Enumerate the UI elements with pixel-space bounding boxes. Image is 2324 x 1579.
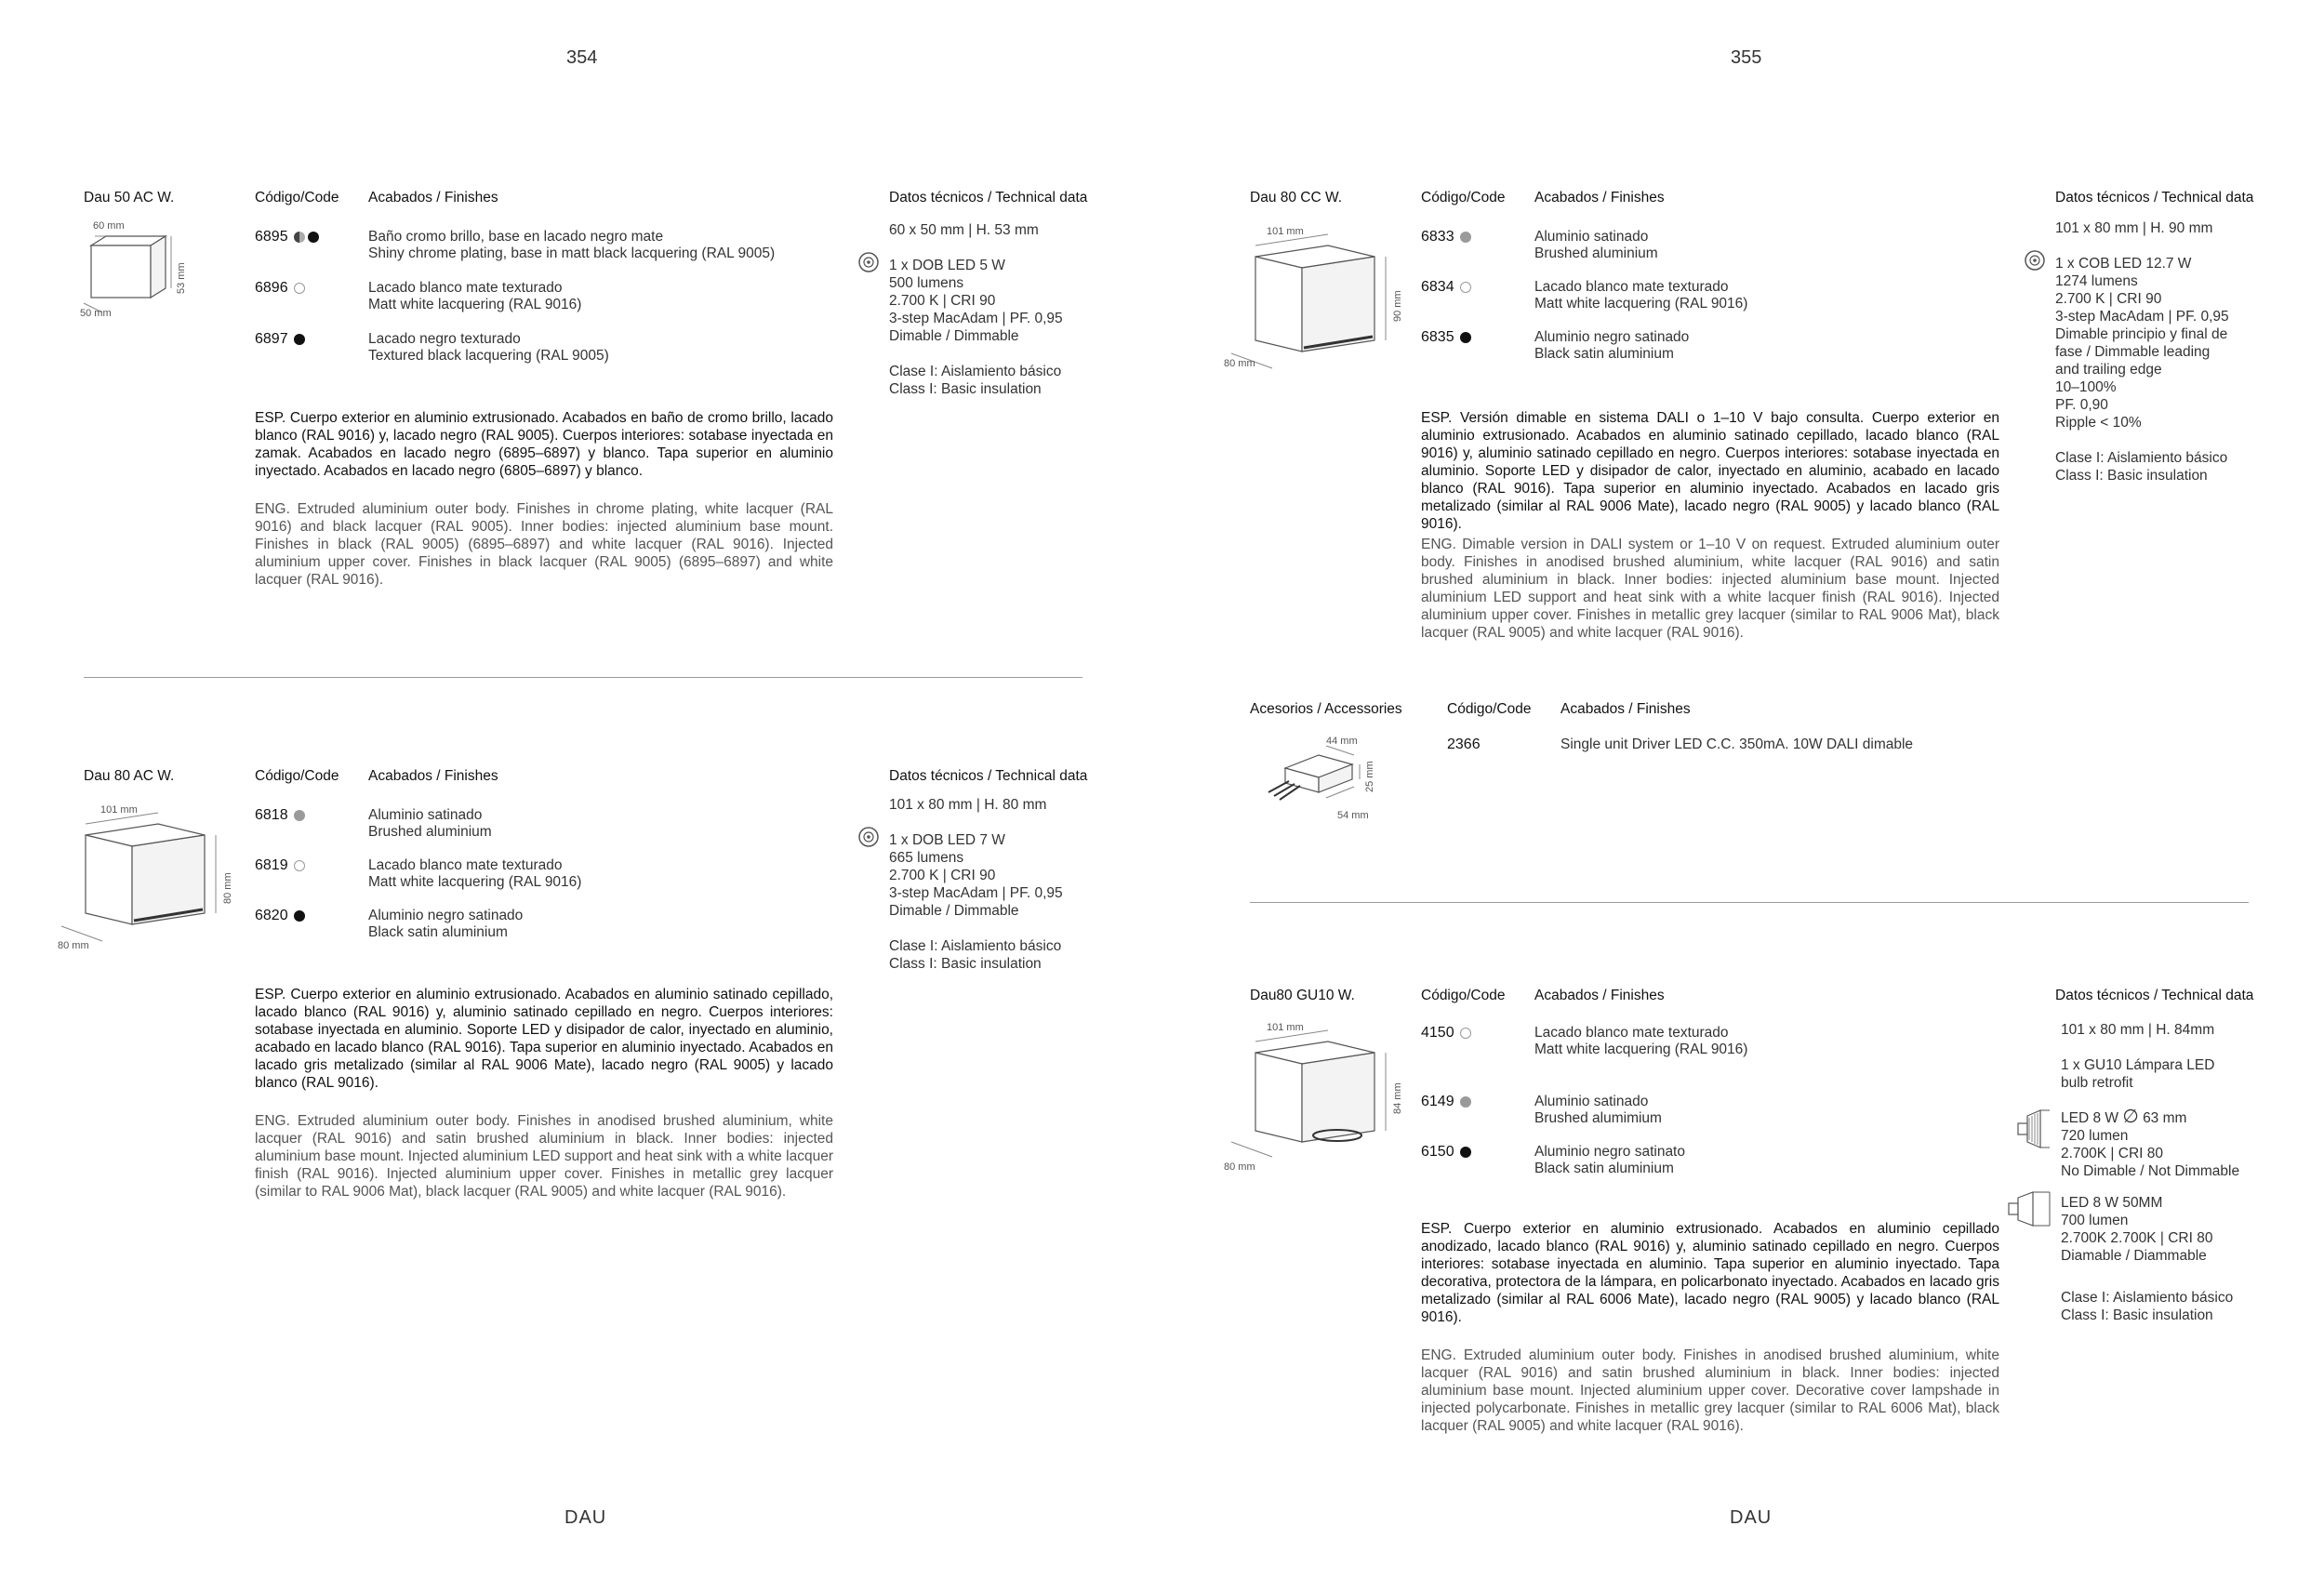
finishes-header: Acabados / Finishes xyxy=(1534,190,1665,206)
grey-swatch xyxy=(1460,1096,1471,1108)
tech-line: 2.700K 2.700K | CRI 80 xyxy=(2061,1230,2213,1246)
dau80gu10-tech-dims: 101 x 80 mm | H. 84mm xyxy=(2061,1022,2215,1038)
dau80ac-drawing xyxy=(56,802,242,960)
variant-row xyxy=(255,280,305,297)
tech-line: 101 x 80 mm | H. 90 mm xyxy=(2055,220,2213,236)
dau80gu10-dim-d: 80 mm xyxy=(1224,1161,1255,1173)
tech-line: Clase I: Aislamiento básico xyxy=(2055,450,2228,466)
variant-code: 6835 xyxy=(1421,329,1454,345)
finish-en: Brushed aluminium xyxy=(368,824,492,840)
black-swatch xyxy=(308,232,319,243)
led1-diameter: 63 mm xyxy=(2143,1110,2187,1126)
black-swatch xyxy=(1460,332,1471,343)
variant-finish xyxy=(368,807,492,841)
accessory-description: Single unit Driver LED C.C. 350mA. 10W DALI dimable xyxy=(1560,736,1914,752)
tech-line: 720 lumen xyxy=(2061,1128,2129,1144)
led-chip-icon xyxy=(857,251,880,273)
finish-en: Matt white lacquering (RAL 9016) xyxy=(1534,1042,1748,1057)
footer-left: DAU xyxy=(564,1507,607,1528)
finish-es: Aluminio satinado xyxy=(368,807,483,823)
variant-finish xyxy=(368,331,609,365)
tech-header: Datos técnicos / Technical data xyxy=(889,190,1088,206)
code-header: Código/Code xyxy=(255,190,339,206)
finish-es: Aluminio negro satinado xyxy=(1534,329,1690,345)
tech-line: PF. 0,90 xyxy=(2055,397,2108,413)
variant-row xyxy=(1421,1025,1471,1042)
chrome-swatch xyxy=(294,232,305,243)
tech-line: and trailing edge xyxy=(2055,362,2162,378)
finish-es: Lacado blanco mate texturado xyxy=(368,280,563,296)
variant-code: 6895 xyxy=(255,229,288,245)
white-swatch xyxy=(294,860,305,871)
driver-drawing xyxy=(1261,731,1391,824)
finish-en: Black satin aluminium xyxy=(1534,346,1674,362)
white-swatch xyxy=(1460,282,1471,293)
finish-es: Aluminio negro satinato xyxy=(1534,1144,1685,1160)
finish-en: Shiny chrome plating, base in matt black lacquering (RAL 9005) xyxy=(368,245,776,261)
tech-line: Clase I: Aislamiento básico xyxy=(889,364,1062,379)
dau80ac-dim-w: 101 mm xyxy=(100,804,138,816)
variant-finish xyxy=(1534,1025,1747,1058)
variant-code: 6820 xyxy=(255,908,288,923)
tech-line: LED 8 W 50MM xyxy=(2061,1195,2163,1211)
variant-finish xyxy=(368,857,581,891)
dau80cc-description-eng: ENG. Dimable version in DALI system or 1–10 V on request. Extruded aluminium outer body. Finishes in anodised brushed aluminium, white lacquer (RAL 9016) and satin brushed aluminium in black. Inner bodies: injected aluminium base mount. Injected aluminium LED support and heat sink with a white lacquer finish (RAL 9016). Injected aluminium upper cover. Finishes in metallic grey lacquer (similar to RAL 9006 Mat), black lacquer (RAL 9005) and white lacquer (RAL 9016). xyxy=(1421,537,1999,641)
tech-line: 101 x 80 mm | H. 80 mm xyxy=(889,797,1047,813)
tech-line: Dimable principio y final de xyxy=(2055,326,2228,342)
tech-header: Datos técnicos / Technical data xyxy=(889,768,1088,784)
dau50-description-esp: ESP. Cuerpo exterior en aluminio extrusionado. Acabados en baño de cromo brillo, lacado blanco (RAL 9016) y, lacado negro (RAL 9005). Cuerpos interiores: sotabase inyectada en zamak. Acabados en lacado negro (6895–6897) y blanco. Tapa superior en aluminio inyectado. Acabados en lacado negro (6805–6897) y blanco. xyxy=(255,410,833,479)
accessories-header: Acesorios / Accessories xyxy=(1250,701,1402,717)
dau80ac-dim-h: 80 mm xyxy=(222,872,233,904)
finish-en: Matt white lacquering (RAL 9016) xyxy=(1534,296,1748,312)
black-swatch xyxy=(1460,1147,1471,1158)
product-name-dau80cc: Dau 80 CC W. xyxy=(1250,190,1343,206)
dau80cc-tech xyxy=(2055,219,2229,484)
tech-line: 1 x DOB LED 7 W xyxy=(889,832,1005,848)
black-swatch xyxy=(294,334,305,345)
tech-line: Class I: Basic insulation xyxy=(889,381,1042,397)
finish-en: Brushed alumimium xyxy=(1534,1110,1662,1126)
tech-line: bulb retrofit xyxy=(2061,1075,2133,1091)
finish-es: Aluminio satinado xyxy=(1534,229,1649,245)
white-swatch xyxy=(294,283,305,294)
tech-line: Dimable / Dimmable xyxy=(889,903,1019,919)
mr16-lamp-icon xyxy=(2005,1190,2053,1227)
variant-code: 6897 xyxy=(255,331,288,347)
dau80cc-description-esp: ESP. Versión dimable en sistema DALI o 1–10 V bajo consulta. Cuerpo exterior en aluminio extrusionado. Acabados en aluminio satinado cepillado, lacado blanco (RAL 9016) y, aluminio satinado cepillado en negro. Cuerpos interiores: sotabase inyectada en aluminio. Soporte LED y disipador de calor, inyectado en aluminio, acabado en lacado blanco (RAL 9016). Tapa superior en aluminio inyectado. Acabados en lacado gris metalizado (similar al RAL 9006 Mate), lacado negro (RAL 9005) y lacado blanco (RAL 9016). xyxy=(1421,410,1999,532)
dau80ac-dim-d: 80 mm xyxy=(58,940,89,951)
page-number-left: 354 xyxy=(566,47,598,68)
variant-finish xyxy=(1534,229,1658,262)
driver-dim-d: 54 mm xyxy=(1337,810,1369,821)
dau80gu10-dim-h: 84 mm xyxy=(1392,1082,1403,1114)
dau80gu10-drawing xyxy=(1218,1019,1414,1177)
variant-code: 6149 xyxy=(1421,1094,1454,1109)
variant-row xyxy=(255,331,305,348)
dau50-dim-d: 50 mm xyxy=(80,308,112,319)
variant-code: 6150 xyxy=(1421,1144,1454,1160)
finish-es: Lacado blanco mate texturado xyxy=(368,857,563,873)
variant-code: 4150 xyxy=(1421,1025,1454,1041)
code-header: Código/Code xyxy=(255,768,339,784)
page-number-right: 355 xyxy=(1731,47,1762,68)
dau80cc-dim-d: 80 mm xyxy=(1224,358,1255,369)
variant-finish xyxy=(1534,1094,1662,1127)
product-name-dau50: Dau 50 AC W. xyxy=(84,190,175,206)
product-name-dau80gu10: Dau80 GU10 W. xyxy=(1250,988,1355,1003)
dau80gu10-dim-w: 101 mm xyxy=(1267,1022,1304,1033)
tech-line: Ripple < 10% xyxy=(2055,415,2142,431)
accessory-code: 2366 xyxy=(1447,736,1481,752)
finishes-header: Acabados / Finishes xyxy=(1534,988,1665,1003)
variant-code: 6834 xyxy=(1421,279,1454,295)
code-header: Código/Code xyxy=(1421,190,1506,206)
tech-line: 700 lumen xyxy=(2061,1213,2129,1228)
grey-swatch xyxy=(1460,232,1471,243)
tech-line: 60 x 50 mm | H. 53 mm xyxy=(889,222,1039,238)
variant-code: 6896 xyxy=(255,280,288,296)
grey-swatch xyxy=(294,810,305,821)
tech-line: fase / Dimmable leading xyxy=(2055,344,2211,360)
driver-dim-w: 44 mm xyxy=(1326,736,1358,747)
tech-header: Datos técnicos / Technical data xyxy=(2055,988,2254,1003)
tech-line: Class I: Basic insulation xyxy=(889,956,1042,972)
dau80gu10-tech-led2 xyxy=(2061,1194,2212,1265)
led1-title: LED 8 W xyxy=(2061,1110,2119,1126)
white-swatch xyxy=(1460,1028,1471,1039)
tech-line: Clase I: Aislamiento básico xyxy=(2061,1290,2234,1306)
tech-line: 3-step MacAdam | PF. 0,95 xyxy=(889,311,1063,326)
section-divider xyxy=(84,677,1082,678)
variant-row xyxy=(255,908,305,924)
variant-finish xyxy=(368,229,775,262)
variant-finish xyxy=(368,908,523,941)
finish-en: Brushed aluminium xyxy=(1534,245,1658,261)
tech-line: 2.700 K | CRI 90 xyxy=(2055,291,2162,307)
variant-finish xyxy=(1534,1144,1685,1177)
tech-header: Datos técnicos / Technical data xyxy=(2055,190,2254,206)
tech-line: 665 lumens xyxy=(889,850,964,866)
dau80gu10-description-eng: ENG. Extruded aluminium outer body. Finishes in anodised brushed aluminium, white lacquer (RAL 9016) and satin brushed aluminium in black. Inner bodies: injected aluminium base mount. Injected aluminium upper cover. Decorative cover lampshade in injected polycarbonate. Finishes in metallic grey lacquer (similar to RAL 6006 Mat), black lacquer (RAL 9005) and white lacquer (RAL 9016). xyxy=(1421,1347,1999,1434)
finish-en: Black satin aluminium xyxy=(368,924,508,940)
dau80ac-description-esp: ESP. Cuerpo exterior en aluminio extrusionado. Acabados en aluminio satinado cepillado, lacado blanco (RAL 9016) y, aluminio satinado cepillado en negro. Cuerpos interiores: sotabase inyectada en aluminio. Soporte LED y disipador de calor, inyectado en aluminio, acabado en lacado blanco (RAL 9016). Tapa superior en aluminio inyectado. Acabados en lacado gris metalizado (similar al RAL 9006 Mate), lacado negro (RAL 9005) y lacado blanco (RAL 9016). xyxy=(255,987,833,1091)
tech-line: 500 lumens xyxy=(889,275,964,291)
dau50-dim-h: 53 mm xyxy=(176,262,187,294)
dau50-drawing xyxy=(74,216,195,327)
tech-line: Class I: Basic insulation xyxy=(2061,1307,2213,1323)
dau50-dim-w: 60 mm xyxy=(93,220,125,232)
tech-line: No Dimable / Not Dimmable xyxy=(2061,1163,2240,1179)
finishes-header: Acabados / Finishes xyxy=(1560,701,1691,717)
variant-row xyxy=(1421,329,1471,346)
dau80cc-dim-w: 101 mm xyxy=(1267,226,1304,237)
finishes-header: Acabados / Finishes xyxy=(368,190,498,206)
dau80gu10-description-esp: ESP. Cuerpo exterior en aluminio extrusionado. Acabados en aluminio cepillado anodizado, lacado blanco (RAL 9016) y, aluminio satinado cepillado en negro. Cuerpos interiores: sotabase inyectada en aluminio. Tapa superior en aluminio inyectado. Tapa decorativa, protectora de la lámpara, en policarbonato inyectado. Acabados en lacado gris metalizado (similar al RAL 6006 Mate), lacado negro (RAL 9005) y lacado blanco (RAL 9016). xyxy=(1421,1221,1999,1325)
code-header: Código/Code xyxy=(1447,701,1532,717)
variant-row xyxy=(1421,229,1471,245)
tech-line: 1 x DOB LED 5 W xyxy=(889,258,1005,273)
variant-code: 6818 xyxy=(255,807,288,823)
gu10-lamp-icon xyxy=(2014,1107,2053,1151)
tech-line: 3-step MacAdam | PF. 0,95 xyxy=(889,885,1063,901)
variant-finish xyxy=(368,280,581,313)
dau50-description-eng: ENG. Extruded aluminium outer body. Finishes in chrome plating, white lacquer (RAL 9016) and black lacquer (RAL 9005). Inner bodies: injected aluminium base mount. Finishes in black (RAL 9005) (6895–6897) and white lacquer (RAL 9016). Injected aluminium upper cover. Finishes in black lacquer (RAL 9005) (6895–6897) and white lacquer (RAL 9016). xyxy=(255,501,833,588)
finish-es: Lacado negro texturado xyxy=(368,331,521,347)
tech-line: 1274 lumens xyxy=(2055,273,2138,289)
variant-row xyxy=(1421,279,1471,296)
tech-line: 2.700 K | CRI 90 xyxy=(889,868,996,883)
tech-line: 10–100% xyxy=(2055,379,2117,395)
finish-es: Baño cromo brillo, base en lacado negro mate xyxy=(368,229,664,245)
dau80cc-dim-h: 90 mm xyxy=(1392,290,1403,322)
variant-row xyxy=(1421,1094,1471,1110)
dau80ac-description-eng: ENG. Extruded aluminium outer body. Finishes in anodised brushed aluminium, white lacquer (RAL 9016) and satin brushed aluminium in black. Inner bodies: injected aluminium base mount. Injected aluminium LED support and heat sink with a white lacquer finish (RAL 9016). Injected aluminium upper cover. Finishes in metallic grey lacquer (similar to RAL 9006 Mat), black lacquer (RAL 9005) and white lacquer (RAL 9016). xyxy=(255,1113,833,1200)
tech-line: Dimable / Dimmable xyxy=(889,328,1019,344)
dau50-tech xyxy=(889,221,1063,398)
finish-en: Matt white lacquering (RAL 9016) xyxy=(368,874,582,890)
variant-code: 6833 xyxy=(1421,229,1454,245)
tech-line: 1 x GU10 Lámpara LED xyxy=(2061,1057,2215,1073)
variant-code: 6819 xyxy=(255,857,288,873)
finish-en: Matt white lacquering (RAL 9016) xyxy=(368,297,582,312)
dau80gu10-tech-led1 xyxy=(2061,1108,2239,1180)
dau80cc-drawing xyxy=(1218,223,1414,381)
product-name-dau80ac: Dau 80 AC W. xyxy=(84,768,175,784)
diameter-symbol: ∅ xyxy=(2122,1107,2139,1127)
finish-es: Aluminio satinado xyxy=(1534,1094,1649,1109)
tech-line: 3-step MacAdam | PF. 0,95 xyxy=(2055,309,2229,325)
tech-line: Diamable / Diammable xyxy=(2061,1248,2207,1264)
variant-row xyxy=(255,857,305,874)
tech-line: 2.700 K | CRI 90 xyxy=(889,293,996,309)
finish-es: Lacado blanco mate texturado xyxy=(1534,1025,1729,1041)
code-header: Código/Code xyxy=(1421,988,1506,1003)
finishes-header: Acabados / Finishes xyxy=(368,768,498,784)
tech-line: 2.700K | CRI 80 xyxy=(2061,1146,2164,1161)
section-divider xyxy=(1250,902,2249,903)
led-chip-icon xyxy=(857,826,880,848)
variant-row xyxy=(255,229,319,245)
dau80gu10-tech-lamp xyxy=(2061,1056,2214,1092)
footer-right: DAU xyxy=(1730,1507,1773,1528)
finish-en: Black satin aluminium xyxy=(1534,1161,1674,1176)
black-swatch xyxy=(294,910,305,922)
tech-line: Class I: Basic insulation xyxy=(2055,468,2208,484)
variant-row xyxy=(255,807,305,824)
variant-finish xyxy=(1534,329,1689,363)
variant-finish xyxy=(1534,279,1747,312)
variant-row xyxy=(1421,1144,1471,1161)
tech-line: Clase I: Aislamiento básico xyxy=(889,938,1062,954)
finish-es: Aluminio negro satinado xyxy=(368,908,524,923)
dau80ac-tech xyxy=(889,796,1063,973)
finish-en: Textured black lacquering (RAL 9005) xyxy=(368,348,609,364)
driver-dim-h: 25 mm xyxy=(1364,761,1375,792)
led-chip-icon xyxy=(2024,249,2046,272)
tech-line: 1 x COB LED 12.7 W xyxy=(2055,256,2192,272)
dau80gu10-tech-class xyxy=(2061,1289,2233,1324)
finish-es: Lacado blanco mate texturado xyxy=(1534,279,1729,295)
